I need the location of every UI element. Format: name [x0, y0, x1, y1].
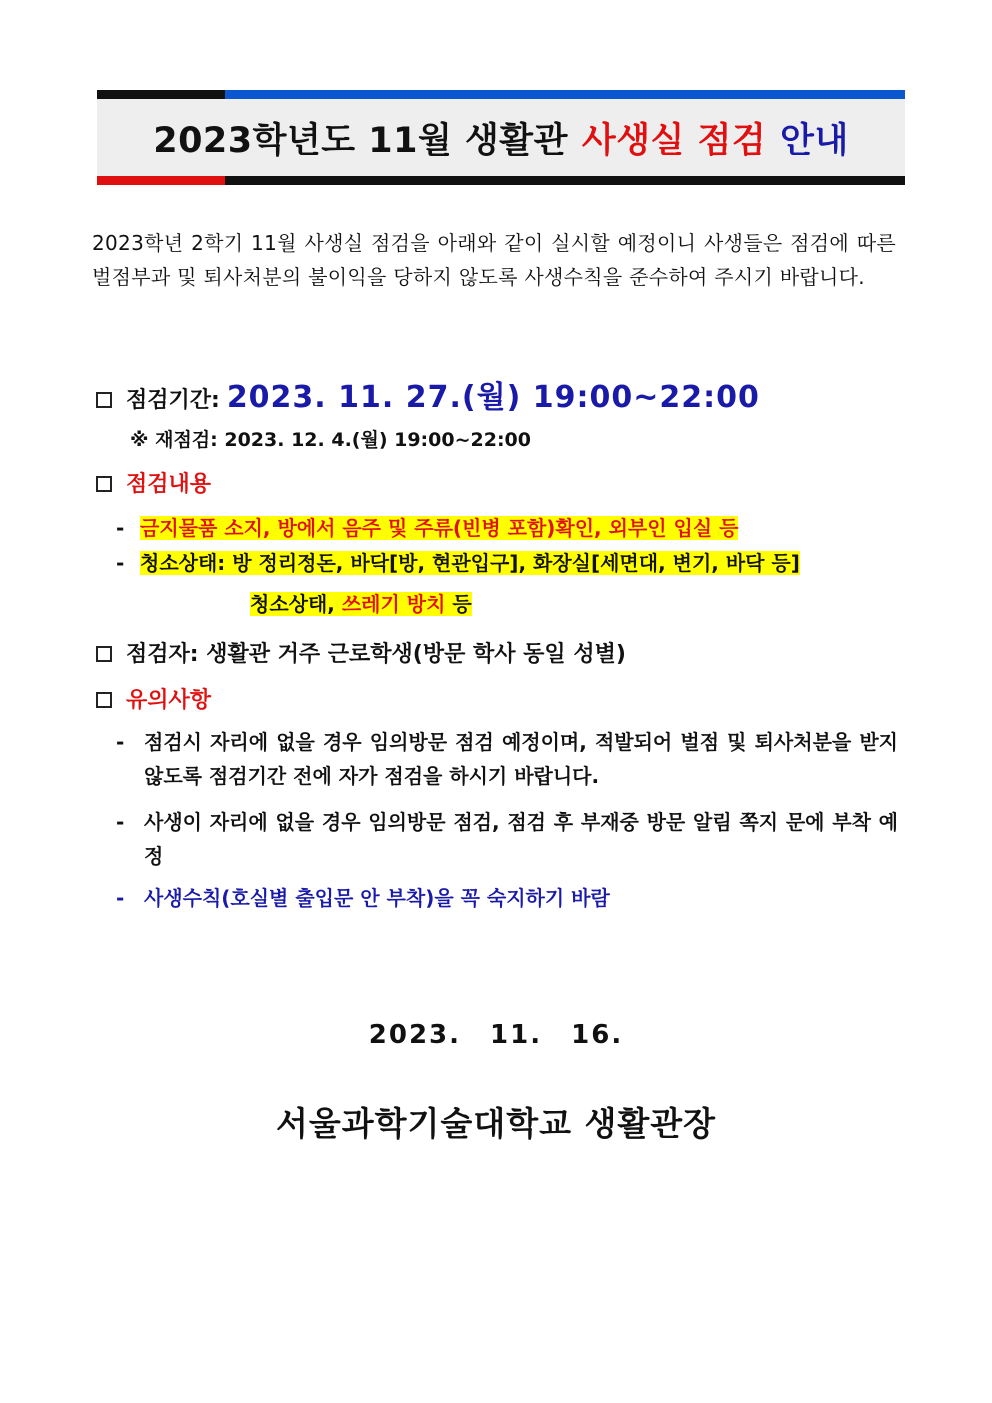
note-item-3-text: 사생수칙(호실별 출입문 안 부착)을 꼭 숙지하기 바람 — [144, 886, 610, 910]
note-item-1-text: 점검시 자리에 없을 경우 임의방문 점검 예정이며, 적발되어 벌점 및 퇴사처분을 받지 않도록 점검기간 전에 자가 점검을 하시기 바랍니다. — [144, 730, 898, 788]
notes-heading — [96, 683, 211, 714]
content-item-2-text: 청소상태: 방 정리정돈, 바닥[방, 현관입구], 화장실[세면대, 변기, 바닥 등] — [140, 551, 800, 575]
inspector-heading — [96, 637, 626, 668]
note-item-3 — [116, 881, 898, 915]
intro-paragraph: 2023학년 2학기 11월 사생실 점검을 아래와 같이 실시할 예정이니 사생들은 점검에 따른 벌점부과 및 퇴사처분의 불이익을 당하지 않도록 사생수칙을 준수하여 주시기 바랍니다. — [92, 231, 896, 289]
note-item-2 — [116, 805, 898, 873]
content-item-2-line2c: 등 — [452, 592, 472, 616]
banner-bottom-bar — [97, 176, 905, 185]
checkbox-square-icon — [96, 692, 112, 708]
content-label: 점검내용 — [126, 472, 212, 497]
content-item-2-line2a: 청소상태, — [250, 592, 335, 616]
dash-marker: - — [116, 516, 125, 540]
title-part-1: 2023학년도 11월 생활관 — [153, 120, 568, 161]
document-date: 2023. 11. 16. — [368, 1020, 624, 1050]
document-signer: 서울과학기술대학교 생활관장 — [276, 1104, 716, 1143]
note-item-1 — [116, 725, 898, 793]
title-part-3: 안내 — [780, 120, 849, 161]
content-item-1-text: 금지물품 소지, 방에서 음주 및 주류(빈병 포함)확인, 외부인 입실 등 — [140, 516, 739, 540]
period-value: 2023. 11. 27.(월) 19:00~22:00 — [226, 380, 760, 415]
banner-top-bar — [97, 90, 905, 99]
notes-label: 유의사항 — [126, 688, 212, 713]
checkbox-square-icon — [96, 392, 112, 408]
period-label: 점검기간: — [126, 388, 220, 413]
reinspection-line: ※ 재점검: 2023. 12. 4.(월) 19:00~22:00 — [130, 429, 531, 451]
title-part-2: 사생실 점검 — [581, 120, 767, 161]
page-title — [97, 99, 905, 176]
content-item-2 — [116, 547, 800, 576]
note-item-2-text: 사생이 자리에 없을 경우 임의방문 점검, 점검 후 부재중 방문 알림 쪽지 문에 부착 예정 — [144, 810, 898, 868]
content-item-2-continued — [250, 588, 472, 617]
inspector-text: 점검자: 생활관 거주 근로학생(방문 학사 동일 성별) — [126, 642, 626, 667]
content-heading — [96, 467, 211, 498]
dash-marker: - — [116, 810, 125, 834]
period-heading — [96, 372, 760, 416]
dash-marker: - — [116, 551, 125, 575]
checkbox-square-icon — [96, 476, 112, 492]
checkbox-square-icon — [96, 646, 112, 662]
dash-marker: - — [116, 730, 125, 754]
dash-marker: - — [116, 886, 125, 910]
title-banner — [97, 90, 905, 185]
content-item-2-line2b: 쓰레기 방치 — [341, 592, 446, 616]
content-item-1 — [116, 512, 738, 541]
